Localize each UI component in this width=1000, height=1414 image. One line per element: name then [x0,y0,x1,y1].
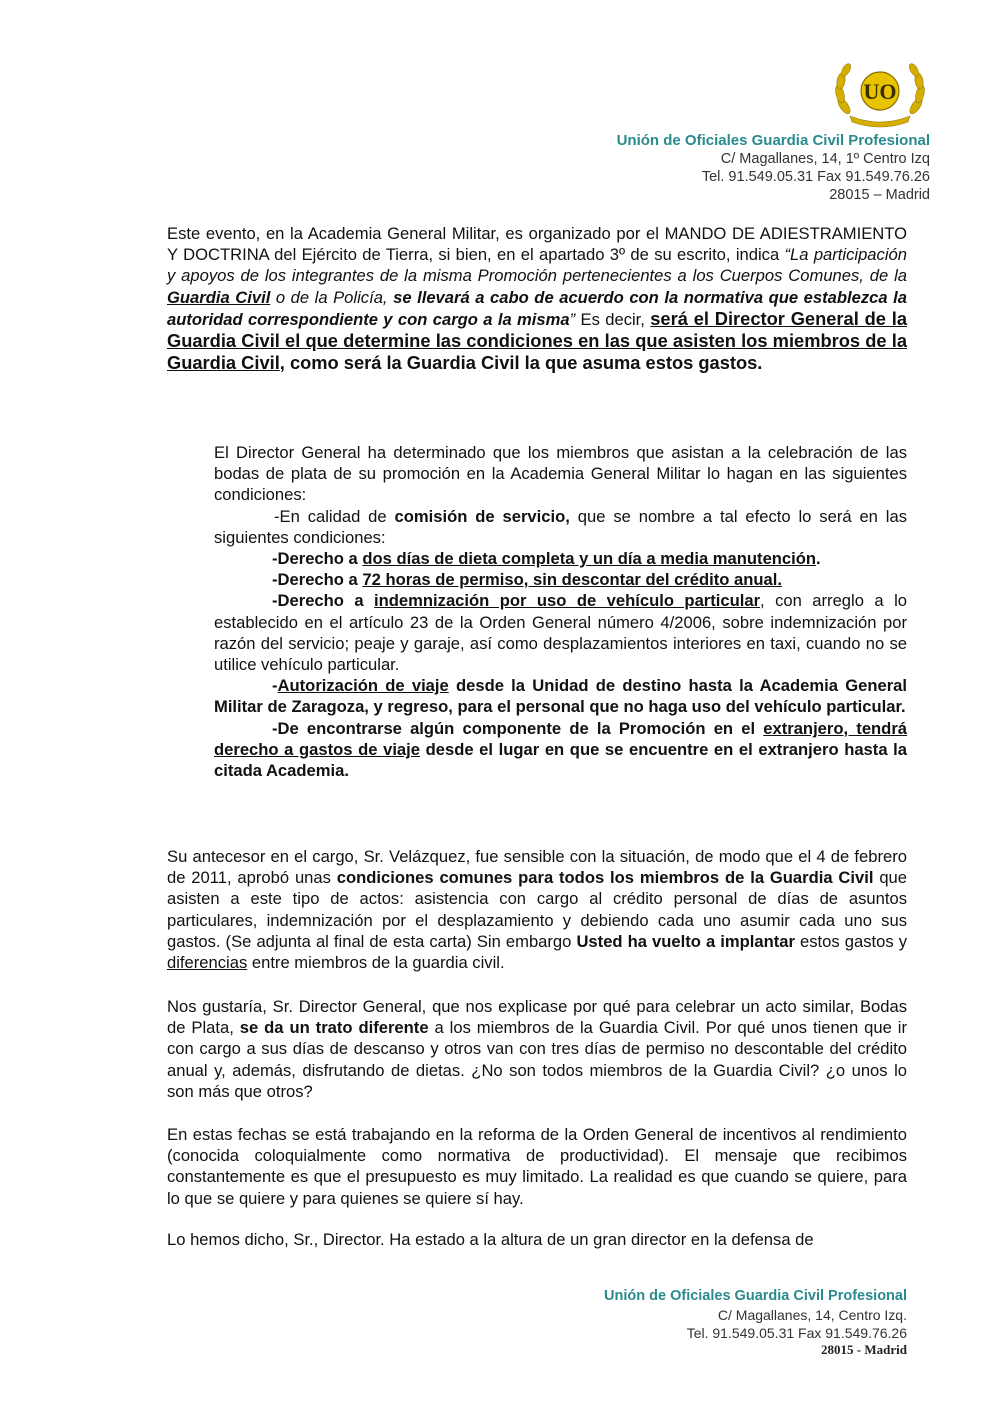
org-name: Unión de Oficiales Guardia Civil Profesional [616,132,930,149]
footer-org-name: Unión de Oficiales Guardia Civil Profesional [604,1288,907,1304]
footer-city: 28015 - Madrid [821,1342,907,1357]
paragraph-predecessor: Su antecesor en el cargo, Sr. Velázquez, fue sensible con la situación, de modo que el 4 de febrero de 2011, aprobó unas condiciones comunes para todos los miembros de la Guardia Civil que asisten a este tipo de actos: asistencia con cargo al crédito personal de días de asuntos particulares, indemnización por el desplazamiento y debiendo cada uno asumir cada uno sus gastos. (Se adjunta al final de esta carta) Sin embargo Usted ha vuelto a implantar estos gastos y diferencias entre miembros de la guardia civil. [167,847,908,973]
org-phone: Tel. 91.549.05.31 Fax 91.549.76.26 [701,169,930,185]
letterhead [617,131,930,204]
paragraph-closing: Lo hemos dicho, Sr., Director. Ha estado a la altura de un gran director en la defensa de [167,1230,814,1249]
paragraph-event: Este evento, en la Academia General Militar, es organizado por el MANDO DE ADIESTRAMIENTO Y DOCTRINA del Ejército de Tierra, si bien, en el apartado 3º de su escrito, indica “La participación y apoyos de los integrantes de la misma Promoción pertenecientes a los Cuerpos Comunes, de la Guardia Civil o de la Policía, se llevará a cabo de acuerdo con la normativa que establezca la autoridad correspondiente y con cargo a la misma” Es decir, será el Director General de la Guardia Civil el que determine las condiciones en las que asisten los miembros de la Guardia Civil, como será la Guardia Civil la que asuma estos gastos. [167,224,908,374]
footer-address: C/ Magallanes, 14, Centro Izq. [717,1307,907,1323]
svg-text:UO: UO [863,79,897,104]
paragraph-incentives: En estas fechas se está trabajando en la reforma de la Orden General de incentivos al rendimiento (conocida coloquialmente como normativa de productividad). El mensaje que recibimos constantemente es que el presupuesto es muy limitado. La realidad es que cuando se quiere, para lo que se quiere y para quienes se quiere sí hay. [167,1125,907,1208]
org-city: 28015 – Madrid [829,187,930,203]
footer-phone: Tel. 91.549.05.31 Fax 91.549.76.26 [686,1325,907,1341]
paragraph-question: Nos gustaría, Sr. Director General, que nos explicase por qué para celebrar un acto similar, Bodas de Plata, se da un trato diferente a los miembros de la Guardia Civil. Por qué unos tienen que ir con cargo a sus días de descanso y otros van con tres días de permiso no descontable del crédito anual y, además, disfrutando de dietas. ¿No son todos miembros de la Guardia Civil? ¿o unos lo son más que otros? [167,997,907,1101]
footer-letterhead [604,1287,907,1358]
org-address: C/ Magallanes, 14, 1º Centro Izq [720,151,930,167]
union-logo [830,58,930,128]
paragraph-conditions: El Director General ha determinado que los miembros que asistan a la celebración de las bodas de plata de su promoción en la Academia General Militar lo hagan en las siguientes condiciones: -En calidad de comisión de servicio, que se nombre a tal efecto lo será en las siguientes condiciones: -Derecho a dos días de dieta completa y un día a media manutención. -Derecho a 72 horas de permiso, sin descontar del crédito anual. -Derecho a indemnización por uso de vehículo particular, con arreglo a lo establecido en el artículo 23 de la Orden General número 4/2006, sobre indemnización por razón del servicio; peaje y garaje, así como desplazamientos interiores en taxi, cuando no se utilice vehículo particular. -Autorización de viaje desde la Unidad de destino hasta la Academia General Militar de Zaragoza, y regreso, para el personal que no haga uso del vehículo particular. -De encontrarse algún componente de la Promoción en el extranjero, tendrá derecho a gastos de viaje desde el lugar en que se encuentre en el extranjero hasta la citada Academia. [214,443,908,781]
